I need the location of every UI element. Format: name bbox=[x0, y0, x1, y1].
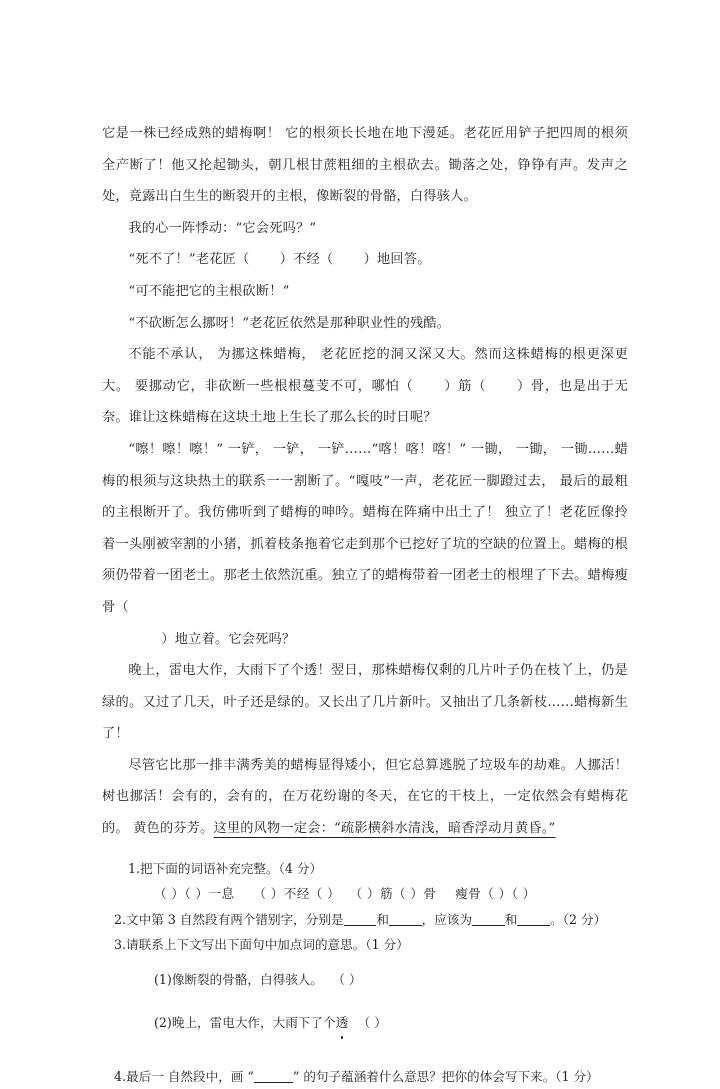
questions-section bbox=[102, 856, 628, 1089]
question-3-sub-1[interactable] bbox=[102, 967, 628, 993]
question-1-prompt bbox=[102, 856, 628, 882]
question-2-number: 2. bbox=[114, 911, 127, 927]
question-3-text: 请联系上下文写出下面句中加点词的意思。 bbox=[126, 937, 366, 953]
question-2-suffix: 。 bbox=[550, 911, 563, 927]
question-3-score: （1 分） bbox=[365, 937, 409, 953]
question-3-prompt bbox=[102, 932, 628, 958]
passage-dialogue-3: “不砍断怎么挪呀！”老花匠依然是那种职业性的残酷。 bbox=[128, 315, 451, 331]
passage-paragraph-roots bbox=[102, 339, 628, 434]
spacer-after-q3-prompt bbox=[102, 958, 628, 967]
question-4-suffix: ” 的句子蕴涵着什么意思？把你的体会写下来。 bbox=[292, 1068, 556, 1084]
question-1-score: （4 分） bbox=[278, 860, 323, 876]
q1-blank-item-1a[interactable]: （ ） bbox=[154, 886, 185, 902]
q3-sub2-text-before: 晚上，雷电大作，大雨下了个 bbox=[171, 1015, 336, 1031]
q1-blank-item-2[interactable]: （ ）不经（ ） bbox=[253, 886, 341, 902]
roots-mid: ）筋（ bbox=[443, 378, 487, 394]
spacer-between-q3-subs bbox=[102, 992, 628, 1010]
question-2-prefix: 文中第 3 自然段有两个错别字，分别是 bbox=[126, 911, 344, 927]
question-4-prefix: 最后一 自然段中，画 “ bbox=[126, 1068, 254, 1084]
chopping-part-1: “嚓！嚓！嚓！” 一铲， 一铲， 一铲……“喀！喀！喀！” 一锄， 一锄， 一锄……蜡梅的根须与这块热土的联系一一割断了。“嘎吱”一声，老花匠一脚蹬过去， 最后的最粗的主根断开了。我仿佛听到了蜡梅的呻吟。蜡梅在阵痛中出土了！ 独立了！老花匠像拎着一头刚被宰割的小猪，抓着枝条拖着它走到那个已挖好了坑的空缺的位置上。蜡梅的根须仍带着一团老土。那老土依然沉重。独立了的蜡梅带着一团老土的根埋了下去。蜡梅瘦骨（ bbox=[102, 441, 628, 615]
q3-sub1-text: 像断裂的骨骼，白得骇人。 bbox=[171, 971, 323, 987]
question-2-mid: ，应该为 bbox=[421, 911, 473, 927]
dialogue-1-prefix: “死不了！”老花匠（ bbox=[128, 252, 250, 268]
q1-blank-item-3[interactable]: （ ）筋（ ）骨 bbox=[349, 886, 437, 902]
reading-passage bbox=[102, 118, 628, 845]
spacer-before-q4 bbox=[102, 1036, 628, 1064]
question-3-sub-2[interactable] bbox=[102, 1010, 628, 1036]
passage-paragraph-1: 它是一株已经成熟的蜡梅啊！ 它的根须长长地在地下漫延。老花匠用铲子把四周的根须全产断了！他又抡起锄头，朝几根甘蔗粗细的主根砍去。锄落之处，铮铮有声。发声之处，竟露出白生生的断裂开的主根，像断裂的骨骼，白得骇人。 bbox=[102, 126, 628, 205]
question-2-prompt bbox=[102, 907, 628, 933]
q3-sub2-label: (2) bbox=[154, 1015, 172, 1031]
question-4-prompt bbox=[102, 1064, 628, 1089]
passage-dialogue-1 bbox=[102, 244, 628, 276]
q3-sub1-label: (1) bbox=[154, 971, 172, 987]
roots-prefix: 不能不承认， 为挪这株蜡梅， 老花匠挖的洞又深又大。然而这株蜡梅的根更深更大。 要挪动它，非砍断一些根根蔓芰不可，哪怕（ bbox=[102, 347, 628, 394]
final-underlined-sentence: 这里的风物一定会：“疏影横斜水清浅，暗香浮动月黄昏。” bbox=[213, 821, 556, 837]
question-1-answer-line[interactable] bbox=[102, 881, 628, 907]
question-1-text: 把下面的词语补充完整。 bbox=[140, 860, 279, 876]
passage-paragraph-chopping bbox=[102, 434, 628, 655]
question-2-blank-2[interactable] bbox=[389, 912, 422, 926]
passage-dialogue-2: “可不能把它的主根砍断！” bbox=[128, 283, 290, 299]
question-2-blank-3[interactable] bbox=[472, 912, 505, 926]
q3-sub1-answer-paren[interactable]: （ ） bbox=[332, 971, 362, 987]
chopping-part-2: ）地立着。它会死吗？ bbox=[161, 631, 296, 647]
q1-blank-item-1b[interactable]: （ ）一息 bbox=[184, 886, 235, 902]
passage-paragraph-night: 晚上，雷电大作，大雨下了个透！翌日，那株蜡梅仅剩的几片叶子仍在枝丫上，仍是绿的。又过了几天，叶子还是绿的。又长出了几片新叶。又抽出了几条新枝……蜡梅新生了！ bbox=[102, 663, 628, 742]
question-2-conj-1: 和 bbox=[376, 911, 389, 927]
passage-paragraph-2: 我的心一阵悸动：“它会死吗？” bbox=[128, 220, 317, 236]
question-4-score: （1 分） bbox=[555, 1068, 599, 1084]
dialogue-1-suffix: ）地回答。 bbox=[363, 252, 431, 268]
question-2-score: （2 分） bbox=[562, 911, 607, 927]
question-3-number: 3. bbox=[114, 937, 127, 953]
question-2-blank-4[interactable] bbox=[517, 912, 550, 926]
q3-sub2-answer-paren[interactable]: （ ） bbox=[357, 1015, 387, 1031]
question-4-number: 4. bbox=[114, 1068, 127, 1084]
passage-paragraph-final bbox=[102, 750, 628, 845]
question-2-blank-1[interactable] bbox=[344, 912, 377, 926]
question-1-number: 1. bbox=[128, 860, 141, 876]
q1-blank-item-4[interactable]: 瘦骨（ ）（ ） bbox=[455, 886, 536, 902]
question-2-conj-2: 和 bbox=[504, 911, 518, 927]
question-4-quoted-blank bbox=[254, 1069, 293, 1083]
q3-sub2-emphasized-word: 透 bbox=[336, 1010, 349, 1036]
roots-suffix: ）骨，也是出于无奈。谁让这株蜡梅在这块土地上生长了那么长的时日呢？ bbox=[102, 378, 628, 426]
final-part-1: 尽管它比那一排丰满秀美的蜡梅显得矮小，但它总算逃脱了垃圾车的劫难。人挪活！树也挪活！会有的，会有的，在万花纷谢的冬天，在它的干枝上，一定依然会有蜡梅花的。 黄色的芬芳。 bbox=[102, 757, 628, 837]
dialogue-1-mid: ）不经（ bbox=[279, 252, 334, 268]
